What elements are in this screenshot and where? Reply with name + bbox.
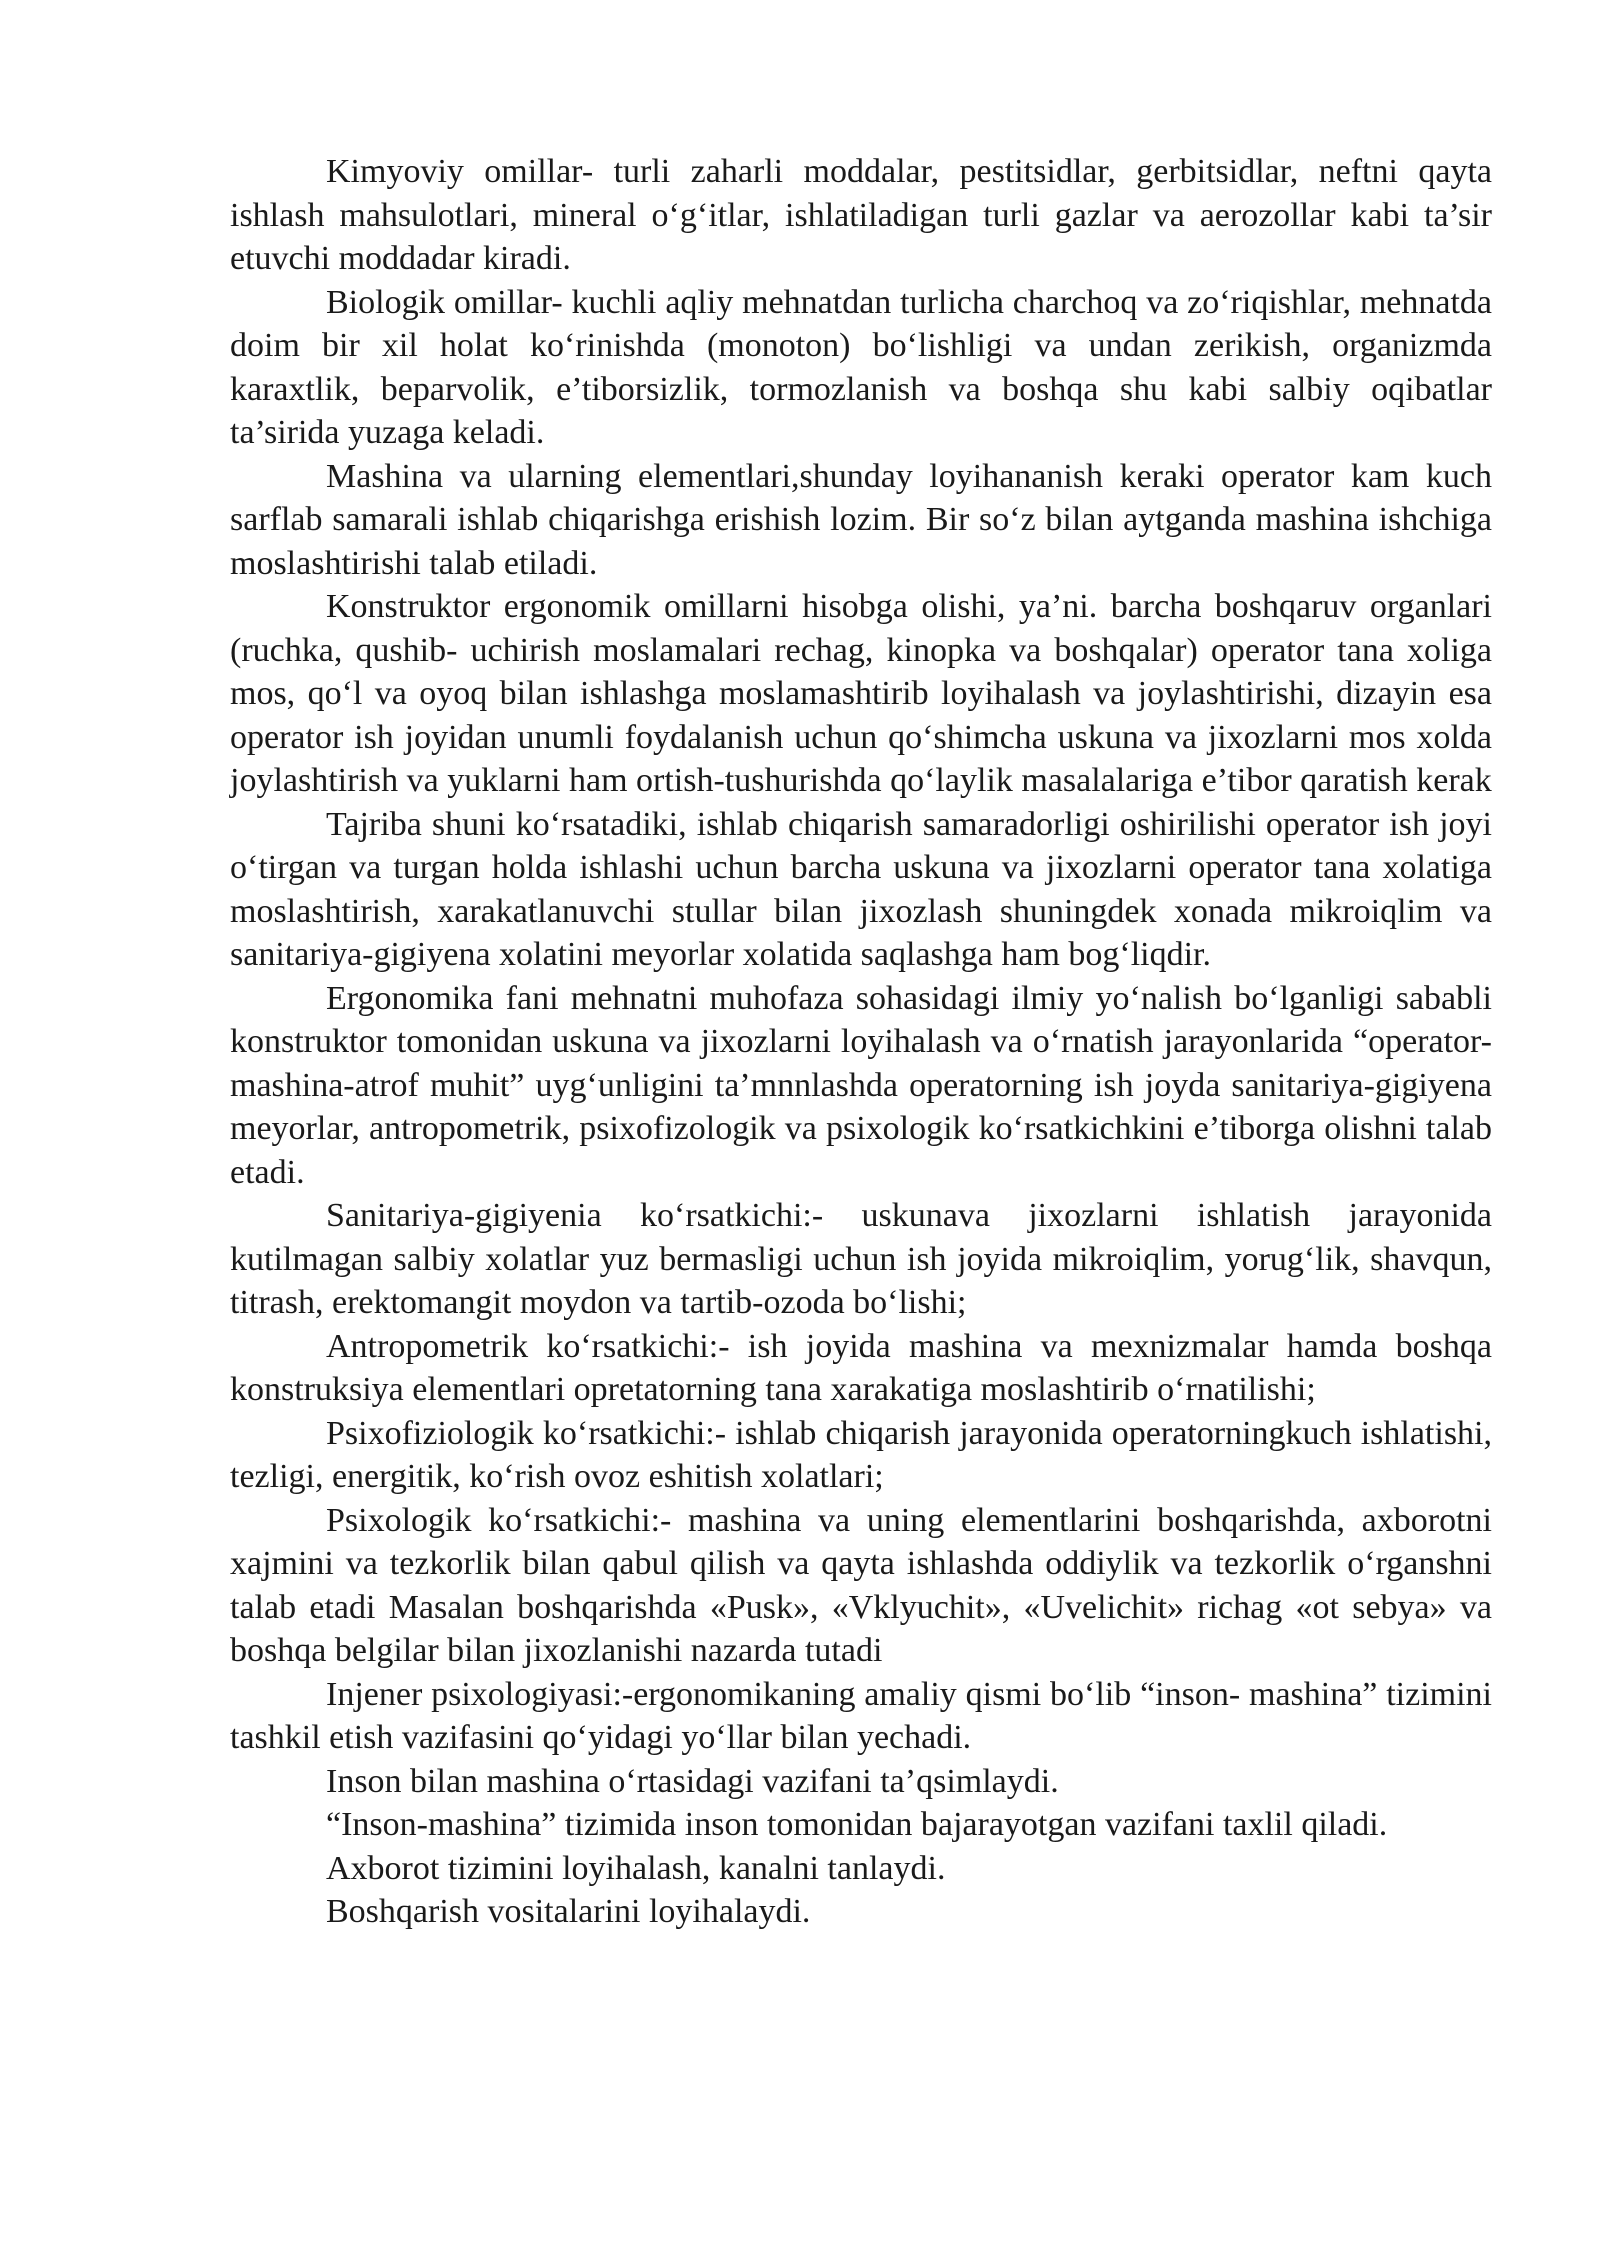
paragraph-chemical-factors: Kimyoviy omillar- turli zaharli moddalar, pestitsidlar, gerbitsidlar, neftni qayta ishlash mahsulotlari, mineral o‘g‘itlar, ishlatiladigan turli gazlar va aerozollar kabi ta’sir etuvchi moddadar kiradi.	[230, 153, 1492, 277]
paragraph-sanitary: Sanitariya-gigiyenia ko‘rsatkichi:- uskunava jixozlarni ishlatish jarayonida kutilmagan salbiy xolatlar yuz bermasligi uchun ish joyida mikroiqlim, yorug‘lik, shavqun, titrash, erektomangit moydon va tartib-ozoda bo‘lishi;	[230, 1197, 1492, 1321]
paragraph-psychological: Psixologik ko‘rsatkichi:- mashina va uning elementlarini boshqarishda, axborotni xajmini va tezkorlik bilan qabul qilish va qayta ishlashda oddiylik va tezkorlik o‘rganshni talab etadi Masalan boshqarishda «Pusk», «Vklyuchit», «Uvelichit» richag «ot sebya» va boshqa belgilar bilan jixozlanishi nazarda tutadi	[230, 1501, 1492, 1669]
paragraph-engineering-psychology: Injener psixologiyasi:-ergonomikaning amaliy qismi bo‘lib “inson- mashina” tizimini tashkil etish vazifasini qo‘yidagi yo‘llar bilan yechadi.	[230, 1675, 1492, 1756]
paragraph-machine-elements: Mashina va ularning elementlari,shunday loyihananish keraki operator kam kuch sarflab samarali ishlab chiqarishga erishish lozim. Bir so‘z bilan aytganda mashina ishchiga moslashtirishi talab etiladi.	[230, 457, 1492, 582]
paragraph-information-system: Axborot tizimini loyihalash, kanalni tanlaydi.	[326, 1849, 946, 1887]
paragraph-control-means: Boshqarish vositalarini loyihalaydi.	[326, 1893, 811, 1930]
paragraph-task-distribution: Inson bilan mashina o‘rtasidagi vazifani ta’qsimlaydi.	[326, 1762, 1059, 1800]
paragraph-experience: Tajriba shuni ko‘rsatadiki, ishlab chiqarish samaradorligi oshirilishi operator ish joyi o‘tirgan va turgan holda ishlashi uchun barcha uskuna va jixozlarni operator tana xolatiga moslashtirish, xarakatlanuvchi stullar bilan jixozlash shuningdek xonada mikroiqlim va sanitariya-gigiyena xolatini meyorlar xolatida saqlashga ham bog‘liqdir.	[230, 805, 1492, 973]
paragraph-constructor: Konstruktor ergonomik omillarni hisobga olishi, ya’ni. barcha boshqaruv organlari (ruchka, qushib- uchirish moslamalari rechag, kinopka va boshqalar) operator tana xoliga mos, qo‘l va oyoq bilan ishlashga moslamashtirib loyihalash va joylashtirishi, dizayin esa operator ish joyidan unumli foydalanish uchun qo‘shimcha uskuna va jixozlarni mos xolda joylashtirish va yuklarni ham ortish-tushurishda qo‘laylik masalalariga e’tibor qaratish kerak	[230, 588, 1492, 799]
paragraph-task-analysis: “Inson-mashina” tizimida inson tomonidan bajarayotgan vazifani taxlil qiladi.	[326, 1806, 1388, 1843]
document-body	[230, 150, 1492, 1934]
paragraph-psychophysiological: Psixofiziologik ko‘rsatkichi:- ishlab chiqarish jarayonida operatorningkuch ishlatishi, tezligi, energitik, ko‘rish ovoz eshitish xolatlari;	[230, 1414, 1492, 1495]
paragraph-ergonomics: Ergonomika fani mehnatni muhofaza sohasidagi ilmiy yo‘nalish bo‘lganligi sababli konstruktor tomonidan uskuna va jixozlarni loyihalash va o‘rnatish jarayonlarida “operator-mashina-atrof muhit” uyg‘unligini ta’mnnlashda operatorning ish joyda sanitariya-gigiyena meyorlar, antropometrik, psixofizologik va psixologik ko‘rsatkichkini e’tiborga olishni talab etadi.	[230, 979, 1492, 1191]
paragraph-biological-factors: Biologik omillar- kuchli aqliy mehnatdan turlicha charchoq va zo‘riqishlar, mehnatda doim bir xil holat ko‘rinishda (monoton) bo‘lishligi va undan zerikish, organizmda karaxtlik, beparvolik, e’tiborsizlik, tormozlanish va boshqa shu kabi salbiy oqibatlar ta’sirida yuzaga keladi.	[230, 283, 1492, 451]
paragraph-anthropometric: Antropometrik ko‘rsatkichi:- ish joyida mashina va mexnizmalar hamda boshqa konstruksiya elementlari opretatorning tana xarakatiga moslashtirib o‘rnatilishi;	[230, 1327, 1492, 1408]
